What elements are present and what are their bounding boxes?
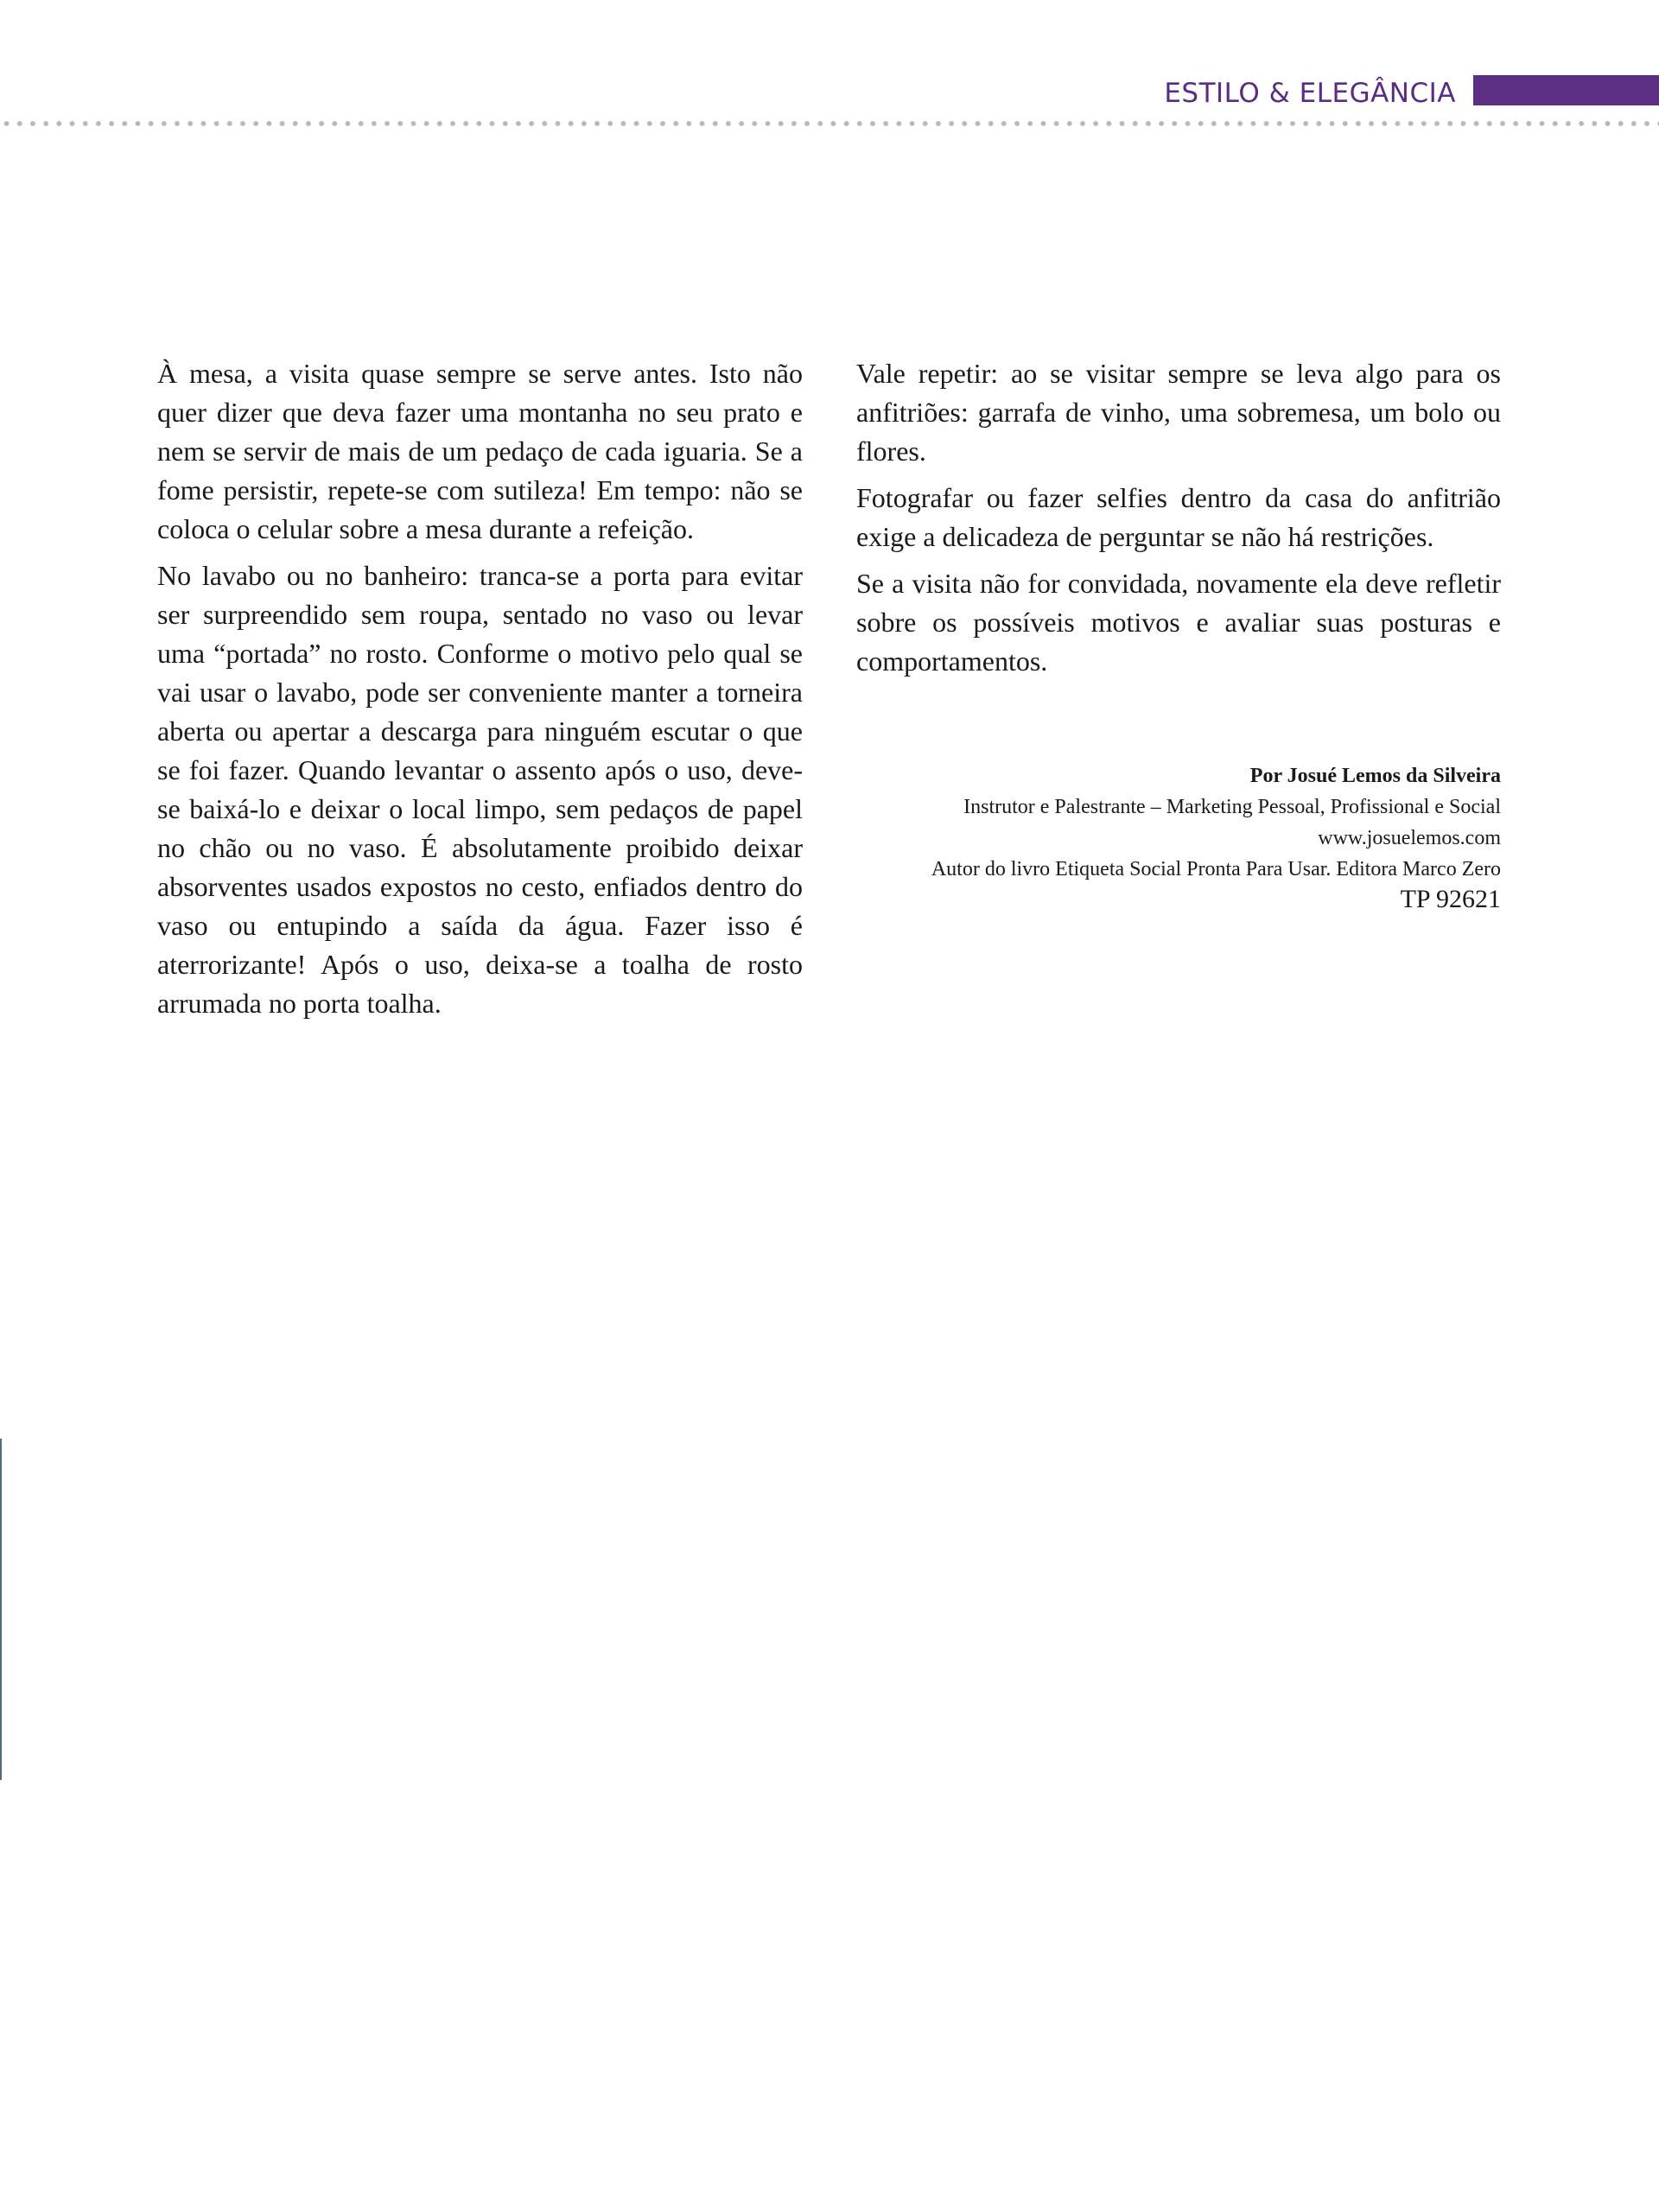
author-byline: [830, 760, 1501, 914]
author-role: Instrutor e Palestrante – Marketing Pessoal, Profissional e Social: [963, 796, 1501, 818]
paragraph-uninvited: Se a visita não for convidada, novamente ela deve refletir sobre os possíveis motivos e avaliar suas posturas e comportamentos.: [856, 568, 1501, 677]
paragraph-restroom: No lavabo ou no banheiro: tranca-se a porta para evitar ser surpreendido sem roupa, sentado no vaso ou levar uma “portada” no rosto. Conforme o motivo pelo qual se vai usar o lavabo, pode ser conveniente manter a torneira aberta ou apertar a descarga para ninguém escutar o que se foi fazer. Quando levantar o assento após o uso, deve-se baixá-lo e deixar o local limpo, sem pedaços de papel no chão ou no vaso. É absolutamente proibido deixar absorventes usados expostos no cesto, enfiados dentro do vaso ou entupindo a saída da água. Fazer isso é aterrorizante! Após o uso, deixa-se a toalha de rosto arrumada no porta toalha.: [157, 560, 803, 1019]
reference-code: TP 92621: [1400, 885, 1501, 913]
paragraph-table-manners: À mesa, a visita quase sempre se serve antes. Isto não quer dizer que deva fazer uma montanha no seu prato e nem se servir de mais de um pedaço de cada iguaria. Se a fome persistir, repete-se com sutileza! Em tempo: não se coloca o celular sobre a mesa durante a refeição.: [157, 358, 803, 544]
paragraph-photos: Fotografar ou fazer selfies dentro da casa do anfitrião exige a delicadeza de perguntar se não há restrições.: [856, 482, 1501, 552]
dotted-divider: [0, 120, 1659, 127]
page-header: [0, 0, 1659, 130]
article-column-right: [856, 354, 1501, 689]
author-website: www.josuelemos.com: [1318, 827, 1501, 849]
author-book: Autor do livro Etiqueta Social Pronta Para Usar. Editora Marco Zero: [931, 858, 1501, 880]
author-name: Por Josué Lemos da Silveira: [1249, 765, 1501, 787]
paragraph-gifts: Vale repetir: ao se visitar sempre se leva algo para os anfitriões: garrafa de vinho, uma sobremesa, um bolo ou flores.: [856, 358, 1501, 467]
article-column-left: [157, 354, 803, 1031]
section-label: ESTILO & ELEGÂNCIA: [1164, 78, 1456, 109]
header-accent-bar: [1473, 75, 1659, 105]
left-edge-line: [0, 1439, 2, 1780]
